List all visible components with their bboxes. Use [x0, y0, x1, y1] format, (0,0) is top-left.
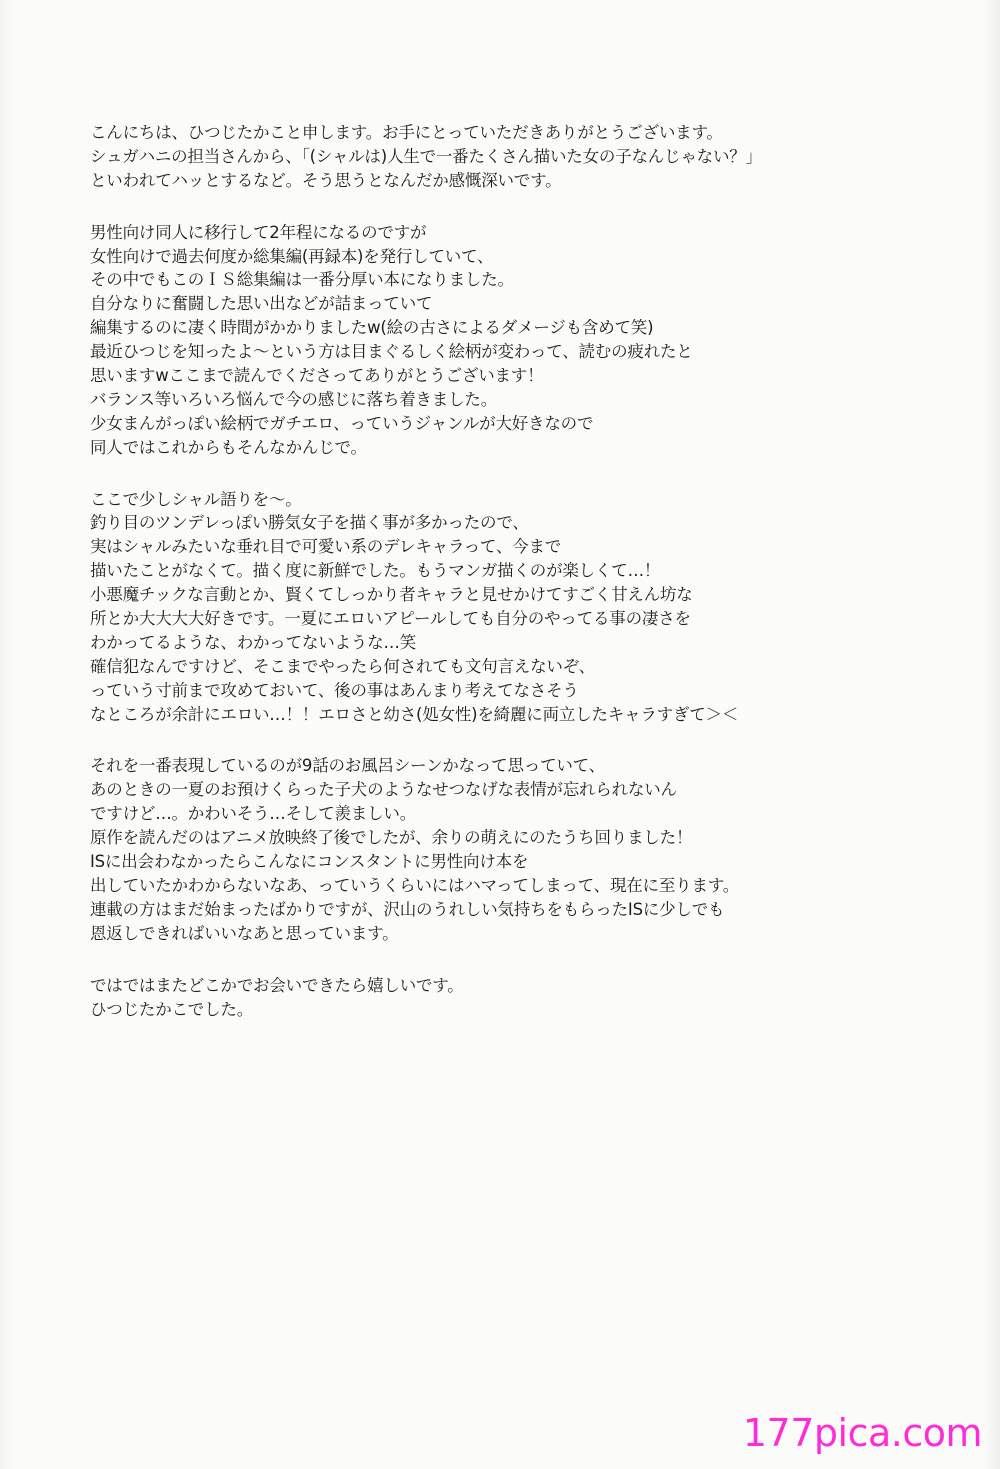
site-watermark: 177pica.com — [742, 1411, 982, 1455]
text-line: 同人ではこれからもそんなかんじで。 — [90, 437, 367, 457]
text-line: ISに出会わなかったらこんなにコンスタントに男性向け本を — [90, 852, 529, 872]
text-line: その中でもこのＩＳ総集編は一番分厚い本になりました。 — [90, 270, 514, 290]
text-line: 小悪魔チックな言動とか、賢くてしっかり者キャラと見せかけてすごく甘えん坊な — [90, 585, 693, 605]
text-line: ひつじたかこでした。 — [90, 999, 254, 1019]
text-line: わかってるような、わかってないような…笑 — [90, 632, 417, 652]
text-line: シュガハニの担当さんから、「(シャルは)人生で一番たくさん描いた女の子なんじゃない？」 — [90, 146, 762, 166]
paragraph-closing — [90, 974, 830, 1022]
text-line: っていう寸前まで攻めておいて、後の事はあんまり考えてなさそう — [90, 680, 579, 700]
paragraph-episode-nine — [90, 754, 830, 945]
paragraph-character-talk — [90, 488, 830, 727]
text-line: バランス等いろいろ悩んで今の感じに落ち着きました。 — [90, 389, 498, 409]
text-line: ではではまたどこかでお会いできたら嬉しいです。 — [90, 975, 464, 995]
text-line: あのときの一夏のお預けくらった子犬のようなせつなげな表情が忘れられないん — [90, 780, 677, 800]
text-line: 少女まんがっぽい絵柄でガチエロ、っていうジャンルが大好きなので — [90, 413, 594, 433]
text-line: といわれてハッとするなど。そう思うとなんだか感慨深いです。 — [90, 170, 562, 190]
paragraph-greeting — [90, 121, 830, 193]
afterword-text — [90, 121, 830, 1049]
text-line: 出していたかわからないなあ、っていうくらいにはハマってしまって、現在に至ります。 — [90, 875, 740, 895]
text-line: 確信犯なんですけど、そこまでやったら何されても文句言えないぞ、 — [90, 656, 595, 676]
text-line: 描いたことがなくて。描く度に新鮮でした。もうマンガ描くのが楽しくて…！ — [90, 561, 661, 581]
text-line: 連載の方はまだ始まったばかりですが、沢山のうれしい気持ちをもらったISに少しでも — [90, 899, 725, 919]
text-line: それを一番表現しているのが9話のお風呂シーンかなって思っていて、 — [90, 756, 605, 776]
text-line: 女性向けで過去何度か総集編(再録本)を発行していて、 — [90, 246, 494, 266]
text-line: 自分なりに奮闘した思い出などが詰まっていて — [90, 294, 433, 314]
text-line: ですけど…。かわいそう…そして羨ましい。 — [90, 804, 417, 824]
text-line: ここで少しシャル語りを～。 — [90, 489, 302, 509]
text-line: 恩返しできればいいなあと思っています。 — [90, 923, 399, 943]
text-line: 原作を読んだのはアニメ放映終了後でしたが、余りの萌えにのたうち回りました！ — [90, 828, 693, 848]
text-line: 編集するのに凄く時間がかかりましたw(絵の古さによるダメージも含めて笑) — [90, 318, 654, 338]
paragraph-compilation — [90, 221, 830, 460]
text-line: 男性向け同人に移行して2年程になるのですが — [90, 222, 427, 242]
text-line: 所とか大大大大好きです。一夏にエロいアピールしても自分のやってる事の凄さを — [90, 609, 691, 629]
text-line: 実はシャルみたいな垂れ目で可愛い系のデレキャラって、今まで — [90, 537, 562, 557]
text-line: 釣り目のツンデレっぽい勝気女子を描く事が多かったので、 — [90, 513, 529, 533]
text-line: 思いますwここまで読んでくださってありがとうございます！ — [90, 366, 544, 386]
text-line: 最近ひつじを知ったよ～という方は目まぐるしく絵柄が変わって、読むの疲れたと — [90, 342, 693, 362]
text-line: こんにちは、ひつじたかこと申します。お手にとっていただきありがとうございます。 — [90, 123, 723, 142]
text-line: なところが余計にエロい…！！エロさと幼さ(処女性)を綺麗に両立したキャラすぎて＞＜ — [90, 704, 739, 724]
